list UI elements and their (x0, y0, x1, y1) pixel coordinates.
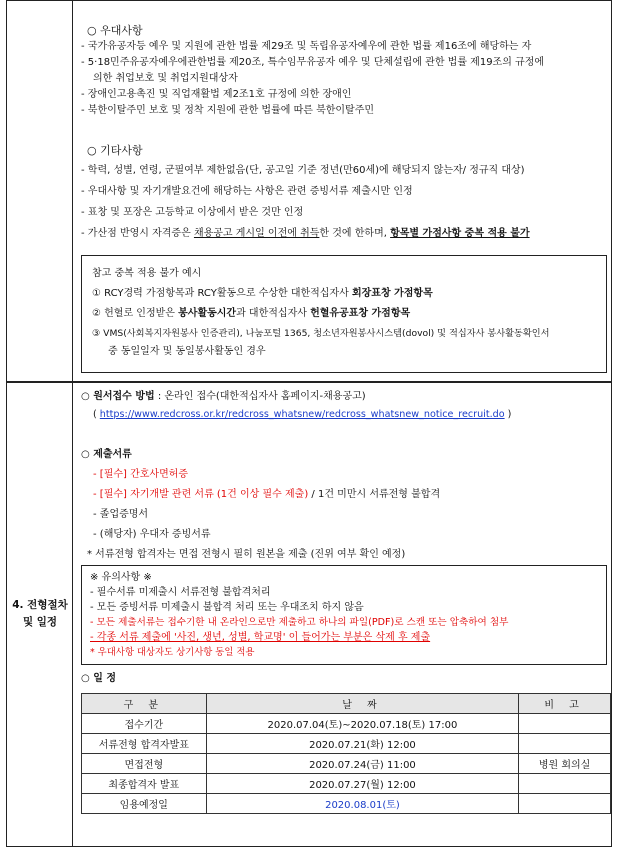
caution-title: ※ 유의사항 ※ (90, 572, 152, 583)
note-text: ① RCY경력 가점항목과 RCY활동으로 수상한 대한적십자사 (92, 288, 352, 299)
doc-item: - (해당자) 우대자 증빙서류 (93, 529, 211, 540)
note-title: 참고 중복 적용 불가 예시 (92, 268, 202, 279)
schedule-date: 2020.07.04(토)~2020.07.18(토) 17:00 (206, 714, 519, 734)
duplicate-note-box (81, 255, 607, 373)
preference-section (81, 23, 611, 119)
doc-item: - [필수] 간호사면허증 (93, 469, 189, 480)
preference-heading: ○ 우대사항 (87, 24, 143, 37)
note-line (92, 286, 606, 302)
table-row (82, 754, 611, 774)
application-method (81, 389, 611, 423)
schedule-date: 2020.07.24(금) 11:00 (206, 754, 519, 774)
doc-item: - 졸업증명서 (93, 509, 149, 520)
schedule-category: 면접전형 (82, 754, 207, 774)
label-column (7, 1, 73, 846)
note-emphasis: 헌혈유공표창 가점항목 (310, 308, 411, 319)
section4-label-line2: 및 일정 (22, 616, 58, 628)
caution-item: - 모든 증빙서류 미제출시 불합격 처리 또는 우대조치 하지 않음 (90, 602, 364, 613)
schedule-note (519, 734, 611, 754)
note-line (92, 306, 606, 322)
schedule-header-note: 비 고 (519, 694, 611, 714)
schedule-note (519, 714, 611, 734)
table-row (82, 794, 611, 814)
doc-item-text: / 1건 미만시 서류전형 불합격 (308, 489, 441, 500)
section-divider (7, 381, 611, 383)
misc-item (81, 163, 611, 179)
misc-item: - 우대사항 및 자기개발요건에 해당하는 사항은 관련 증빙서류 제출시만 인정 (81, 186, 413, 197)
note-line: ③ VMS(사회복지자원봉사 인증관리), 나눔포털 1365, 청소년자원봉사시스템(dovol) 및 적십자사 봉사활동확인서 (92, 328, 550, 339)
preference-item: 의한 취업보호 및 취업지원대상자 (93, 73, 238, 84)
section4-label-line1: 4. 전형절차 (12, 599, 68, 611)
apply-method-value: : 온라인 접수(대한적십자사 홈페이지-채용공고) (154, 391, 366, 402)
caution-item: * 우대사항 대상자도 상기사항 동일 적용 (90, 647, 255, 658)
misc-item-text: - 가산점 반영시 자격증은 (81, 228, 194, 239)
note-emphasis: 회장표창 가점항목 (351, 288, 433, 299)
table-row (82, 774, 611, 794)
note-line: 중 동일일자 및 동일봉사활동인 경우 (108, 346, 266, 357)
note-emphasis: 봉사활동시간 (178, 308, 237, 319)
schedule-header-date: 날 짜 (206, 694, 519, 714)
schedule-section (81, 671, 611, 814)
schedule-note (519, 794, 611, 814)
recruit-link[interactable]: https://www.redcross.or.kr/redcross_whatsnew/redcross_whatsnew_notice_recruit.do (99, 409, 505, 420)
link-bracket: ) (504, 409, 512, 420)
caution-item: - 각종 서류 제출에 '사진, 생년, 성별, 학교명' 이 들어가는 부분은 삭제 후 제출 (90, 632, 431, 643)
schedule-category: 임용예정일 (82, 794, 207, 814)
misc-section (81, 143, 611, 242)
documents-section (81, 447, 611, 563)
schedule-note (519, 774, 611, 794)
link-bracket: ( (93, 409, 100, 420)
note-text: ② 헌혈로 인정받은 (92, 308, 179, 319)
table-row (82, 714, 611, 734)
table-row (82, 734, 611, 754)
schedule-date: 2020.08.01(토) (206, 794, 519, 814)
misc-item-text: 한 것에 한하며, (319, 228, 391, 239)
caution-box (81, 565, 607, 665)
schedule-category: 접수기간 (82, 714, 207, 734)
preference-item: - 5·18민주유공자예우에관한법률 제20조, 특수임무유공자 예우 및 단체설립에 관한 법률 제19조의 규정에 (81, 57, 545, 68)
caution-item: - 모든 제출서류는 접수기한 내 온라인으로만 제출하고 하나의 파일(PDF)로 스캔 또는 압축하여 첨부 (90, 617, 509, 628)
schedule-date: 2020.07.21(화) 12:00 (206, 734, 519, 754)
doc-item (81, 487, 611, 503)
schedule-heading: ○ 일 정 (81, 673, 117, 684)
preference-item: - 북한이탈주민 보호 및 정착 지원에 관한 법률에 따른 북한이탈주민 (81, 105, 375, 116)
apply-method-label: ○ 원서접수 방법 (81, 391, 155, 402)
schedule-date: 2020.07.27(월) 12:00 (206, 774, 519, 794)
section4-label (7, 597, 73, 631)
misc-item-emphasis: 채용공고 게시일 이전에 취득 (193, 228, 320, 239)
doc-note: * 서류전형 합격자는 면접 전형시 필히 원본을 제출 (진위 여부 확인 예정) (87, 549, 406, 560)
schedule-category: 서류전형 합격자발표 (82, 734, 207, 754)
schedule-header-row (82, 694, 611, 714)
schedule-note: 병원 회의실 (519, 754, 611, 774)
misc-item (81, 226, 611, 242)
apply-link-line (81, 407, 611, 423)
apply-method (81, 389, 611, 405)
preference-item: - 국가유공자등 예우 및 지원에 관한 법률 제29조 및 독립유공자예우에 관한 법률 제16조에 해당하는 자 (81, 41, 532, 52)
caution-item: - 필수서류 미제출시 서류전형 불합격처리 (90, 587, 271, 598)
note-text: 과 대한적십자사 (236, 308, 311, 319)
docs-heading: ○ 제출서류 (81, 449, 132, 460)
schedule-header-category: 구 분 (82, 694, 207, 714)
misc-item: - 표창 및 포장은 고등학교 이상에서 받은 것만 인정 (81, 207, 304, 218)
doc-item-required: - [필수] 자기개발 관련 서류 (1건 이상 필수 제출) (93, 489, 309, 500)
preference-item: - 장애인고용촉진 및 직업재활법 제2조1호 규정에 의한 장애인 (81, 89, 352, 100)
content-table (6, 0, 612, 847)
misc-item-emphasis: 항목별 가점사항 중복 적용 불가 (390, 228, 530, 239)
schedule-table (81, 693, 611, 814)
misc-item-text: - 학력, 성별, 연령, 군필여부 제한없음(단, 공고일 기준 정년(만60세)에 해당되지 않는자/ 정규직 대상) (81, 165, 525, 176)
schedule-category: 최종합격자 발표 (82, 774, 207, 794)
misc-heading: ○ 기타사항 (87, 144, 143, 157)
